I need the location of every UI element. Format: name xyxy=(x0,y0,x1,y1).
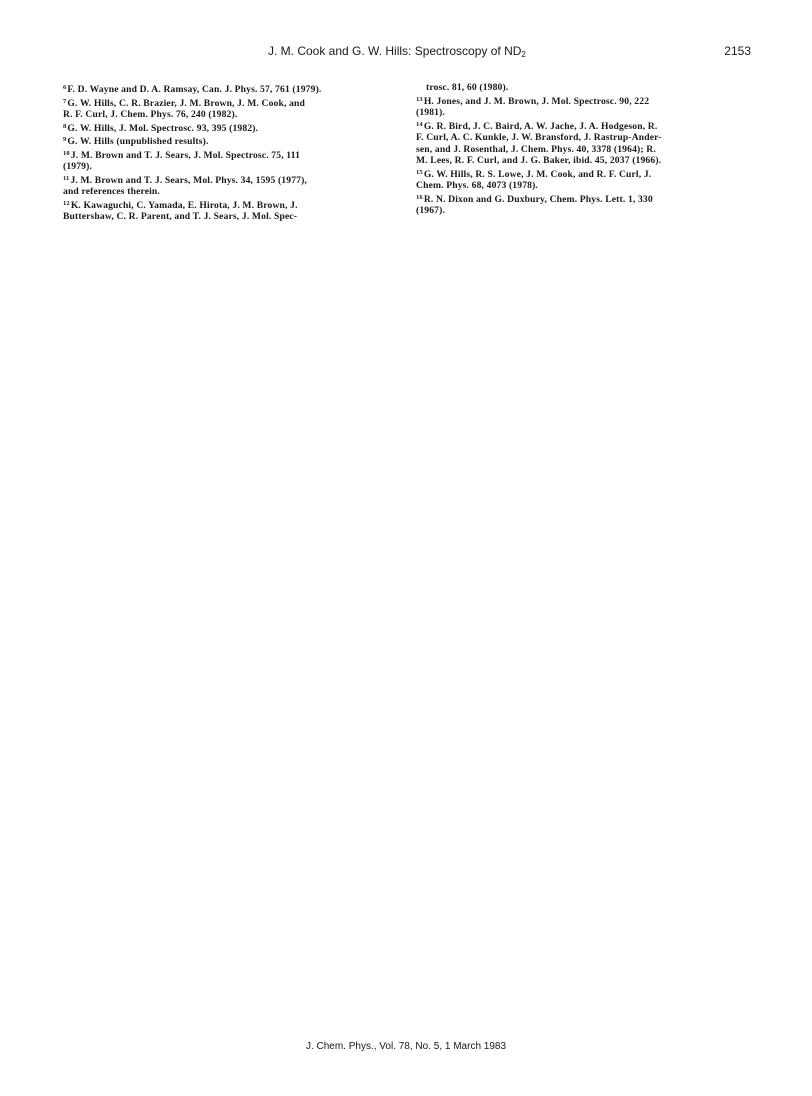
reference-entry xyxy=(63,198,393,223)
reference-line: R. N. Dixon and G. Duxbury, Chem. Phys. Lett. 1, 330 xyxy=(423,193,653,205)
running-title xyxy=(268,44,526,59)
reference-continuation xyxy=(416,82,754,94)
reference-number: 12 xyxy=(63,199,70,207)
reference-line: J. M. Brown and T. J. Sears, J. Mol. Spectrosc. 75, 111 xyxy=(70,149,301,161)
reference-line: K. Kawaguchi, C. Yamada, E. Hirota, J. M. Brown, J. xyxy=(70,199,298,211)
reference-line: Buttershaw, C. R. Parent, and T. J. Sears, J. Mol. Spec- xyxy=(63,211,298,222)
reference-line: (1967). xyxy=(416,205,446,216)
reference-entry xyxy=(63,148,393,173)
reference-entry xyxy=(416,94,754,119)
reference-entry xyxy=(63,96,393,121)
reference-number: 9 xyxy=(63,136,67,143)
references-right-column xyxy=(416,82,754,217)
reference-line: J. M. Brown and T. J. Sears, Mol. Phys. 34, 1595 (1977), xyxy=(70,174,307,186)
reference-entry xyxy=(63,121,393,135)
reference-line: G. W. Hills, C. R. Brazier, J. M. Brown, J. M. Cook, and xyxy=(67,97,306,109)
reference-number: 6 xyxy=(63,84,67,91)
reference-entry xyxy=(416,167,754,192)
reference-line: (1981). xyxy=(416,107,446,118)
reference-entry xyxy=(63,134,393,148)
reference-entry xyxy=(416,119,754,167)
reference-entry xyxy=(416,192,754,217)
reference-number: 16 xyxy=(416,193,423,201)
running-title-text: J. M. Cook and G. W. Hills: Spectroscopy of ND xyxy=(268,44,522,58)
reference-line: G. R. Bird, J. C. Baird, A. W. Jache, J. A. Hodgeson, R. xyxy=(423,120,658,132)
reference-entry xyxy=(63,82,393,96)
reference-line: M. Lees, R. F. Curl, and J. G. Baker, ibid. 45, 2037 (1966). xyxy=(416,155,662,166)
reference-line: R. F. Curl, J. Chem. Phys. 76, 240 (1982). xyxy=(63,109,238,120)
reference-line: F. Curl, A. C. Kunkle, J. W. Bransford, J. Rastrup-Ander- xyxy=(416,132,662,143)
reference-line: sen, and J. Rosenthal, J. Chem. Phys. 40, 3378 (1964); R. xyxy=(416,143,656,155)
reference-line: (1979). xyxy=(63,161,93,172)
page-footer xyxy=(0,1041,812,1052)
journal-citation: J. Chem. Phys., Vol. 78, No. 5, 1 March 1983 xyxy=(305,1041,507,1052)
reference-number: 13 xyxy=(416,95,423,103)
reference-line: trosc. 81, 60 (1980). xyxy=(426,82,509,93)
reference-entry xyxy=(63,173,393,198)
page-number: 2153 xyxy=(724,44,751,58)
reference-number: 8 xyxy=(63,122,67,130)
reference-line: G. W. Hills, J. Mol. Spectrosc. 93, 395 (1982). xyxy=(67,122,259,134)
reference-number: 11 xyxy=(63,174,70,182)
reference-number: 10 xyxy=(63,149,70,157)
references-left-column xyxy=(63,82,393,223)
reference-line: H. Jones, and J. M. Brown, J. Mol. Spectrosc. 90, 222 xyxy=(423,95,650,107)
reference-number: 15 xyxy=(416,168,423,176)
reference-line: G. W. Hills (unpublished results). xyxy=(67,136,209,147)
reference-line: and references therein. xyxy=(63,186,160,197)
running-title-subscript: 2 xyxy=(521,50,526,59)
reference-number: 14 xyxy=(416,120,423,128)
page-header xyxy=(0,44,812,64)
reference-number: 7 xyxy=(63,97,67,105)
reference-line: Chem. Phys. 68, 4073 (1978). xyxy=(416,180,538,191)
reference-line: G. W. Hills, R. S. Lowe, J. M. Cook, and R. F. Curl, J. xyxy=(423,168,652,180)
reference-line: F. D. Wayne and D. A. Ramsay, Can. J. Phys. 57, 761 (1979). xyxy=(67,84,322,95)
